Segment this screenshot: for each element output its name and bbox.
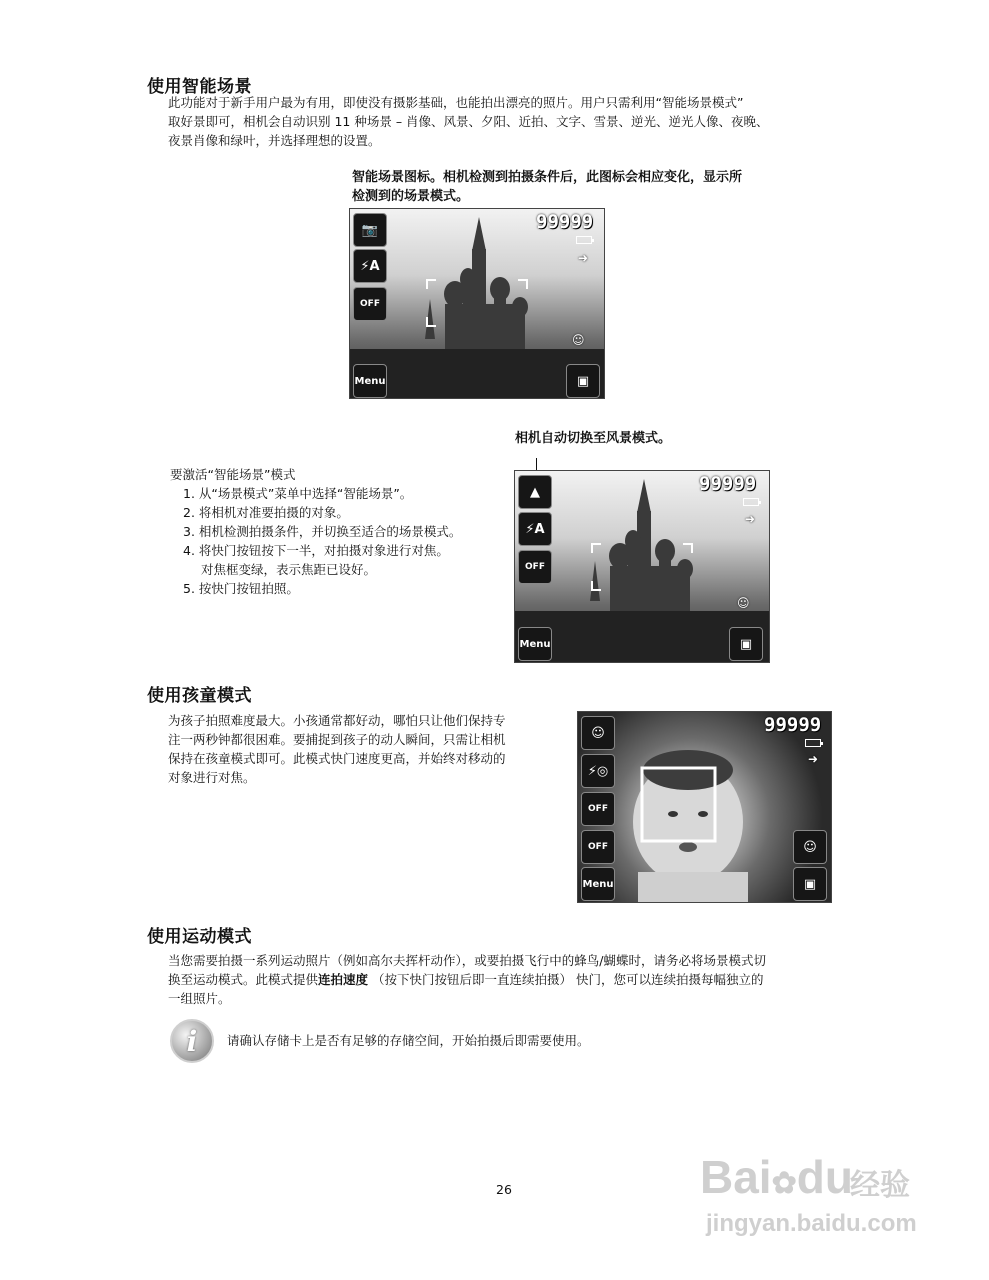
list-item: 1. 从“场景模式”菜单中选择“智能场景”。	[183, 486, 413, 501]
display-mode-icon[interactable]: ▣	[566, 364, 600, 398]
list-item: 2. 将相机对准要拍摄的对象。	[183, 505, 349, 520]
camera-screen-smart-scene	[349, 208, 605, 399]
flash-redeye-icon[interactable]: ⚡◎	[581, 754, 615, 788]
display-mode-icon[interactable]: ▣	[729, 627, 763, 661]
text-line: 当您需要拍摄一系列运动照片（例如高尔夫挥杆动作），或要拍摄飞行中的蜂鸟/蝴蝶时，请务必将场景模式切	[168, 953, 766, 968]
caption-scene-icon	[352, 168, 742, 206]
menu-button[interactable]: Menu	[518, 627, 552, 661]
page-number: 26	[496, 1182, 512, 1197]
focus-bracket	[591, 543, 601, 553]
section-title-child-mode: 使用孩童模式	[147, 686, 252, 706]
baidu-watermark-logo	[700, 1150, 853, 1204]
section-title-sport-mode: 使用运动模式	[147, 927, 252, 947]
focus-bracket	[426, 317, 436, 327]
caption-line: 智能场景图标。相机检测到拍摄条件后，此图标会相应变化，显示所	[352, 170, 743, 185]
camera-screen-landscape	[514, 470, 770, 663]
flash-auto-icon[interactable]: ⚡A	[518, 512, 552, 546]
watermark-brand2: du	[796, 1151, 853, 1203]
battery-icon	[805, 739, 821, 747]
sport-mode-text	[168, 951, 888, 1008]
camera-auto-icon[interactable]: 📷	[353, 213, 387, 247]
macro-off-label: OFF	[588, 842, 608, 852]
camera-screen-child	[577, 711, 832, 903]
watermark-cn: 经验	[850, 1168, 910, 1203]
face-detect-icon[interactable]: ☺	[793, 830, 827, 864]
focus-bracket	[683, 543, 693, 553]
flash-auto-icon[interactable]: ⚡A	[353, 249, 387, 283]
note-text: 请确认存储卡上是否有足够的存储空间，开始拍摄后即需要使用。	[227, 1033, 590, 1048]
child-mode-text	[168, 711, 568, 787]
memory-card-icon: ➜	[578, 251, 589, 265]
memory-card-icon: ➜	[808, 752, 819, 766]
menu-button[interactable]: Menu	[581, 867, 615, 901]
intro-line: 取好景即可，相机会自动识别 11 种场景 – 肖像、风景、夕阳、近拍、文字、雪景、逆光、逆光人像、夜晚、	[168, 114, 769, 129]
text-line: 注一两秒钟都很困难。要捕捉到孩子的动人瞬间，只需让相机	[168, 732, 506, 747]
text-fragment: （按下快门按钮后即一直连续拍摄） 快门，您可以连续拍摄每幅独立的	[368, 972, 764, 987]
self-timer-off-icon[interactable]	[518, 550, 552, 584]
display-mode-icon[interactable]: ▣	[793, 867, 827, 901]
focus-bracket	[518, 279, 528, 289]
caption-landscape: 相机自动切换至风景模式。	[515, 431, 672, 446]
text-line: 一组照片。	[168, 991, 231, 1006]
intro-line: 夜景肖像和绿叶，并选择理想的设置。	[168, 133, 381, 148]
memory-card-icon: ➜	[745, 512, 756, 526]
watermark-url: jingyan.baidu.com	[706, 1210, 917, 1237]
macro-off-icon[interactable]	[581, 830, 615, 864]
intro-line: 此功能对于新手用户最为有用，即使没有摄影基础，也能拍出漂亮的照片。用户只需利用“智能场景模式”	[168, 95, 744, 110]
shot-count: 99999	[699, 473, 757, 495]
battery-icon	[576, 236, 592, 244]
activate-title: 要激活“智能场景”模式	[170, 467, 296, 482]
timer-off-label: OFF	[525, 562, 545, 572]
text-line: 对象进行对焦。	[168, 770, 256, 785]
text-fragment: 换至运动模式。此模式提供	[168, 972, 319, 987]
smart-scene-intro	[168, 93, 888, 150]
activation-steps	[183, 484, 461, 598]
list-item: 对焦框变绿，表示焦距已设好。	[201, 562, 377, 577]
burst-speed-term: 连拍速度	[318, 972, 369, 987]
text-line	[168, 970, 888, 989]
menu-button[interactable]: Menu	[353, 364, 387, 398]
battery-icon	[743, 498, 759, 506]
list-item: 4. 将快门按钮按下一半，对拍摄对象进行对焦。	[183, 543, 449, 558]
timer-off-label: OFF	[360, 299, 380, 309]
info-icon: i	[170, 1019, 214, 1063]
face-detect-icon: ☺	[737, 596, 750, 610]
caption-line: 检测到的场景模式。	[352, 189, 470, 204]
watermark-brand: Bai	[700, 1151, 772, 1203]
face-detect-icon: ☺	[572, 333, 585, 347]
self-timer-off-icon[interactable]	[581, 792, 615, 826]
self-timer-off-icon[interactable]	[353, 287, 387, 321]
timer-off-label: OFF	[588, 804, 608, 814]
shot-count: 99999	[764, 714, 822, 736]
focus-bracket	[426, 279, 436, 289]
list-item: 3. 相机检测拍摄条件，并切换至适合的场景模式。	[183, 524, 462, 539]
section-title-smart-scene: 使用智能场景	[147, 77, 252, 97]
shot-count: 99999	[536, 211, 594, 233]
text-line: 为孩子拍照难度最大。小孩通常都好动，哪怕只让他们保持专	[168, 713, 506, 728]
text-line: 保持在孩童模式即可。此模式快门速度更高，并始终对移动的	[168, 751, 506, 766]
list-item: 5. 按快门按钮拍照。	[183, 581, 299, 596]
paw-icon: ✿	[771, 1167, 797, 1200]
child-face-icon[interactable]: ☺	[581, 716, 615, 750]
focus-bracket	[591, 581, 601, 591]
landscape-icon[interactable]: ▲	[518, 475, 552, 509]
